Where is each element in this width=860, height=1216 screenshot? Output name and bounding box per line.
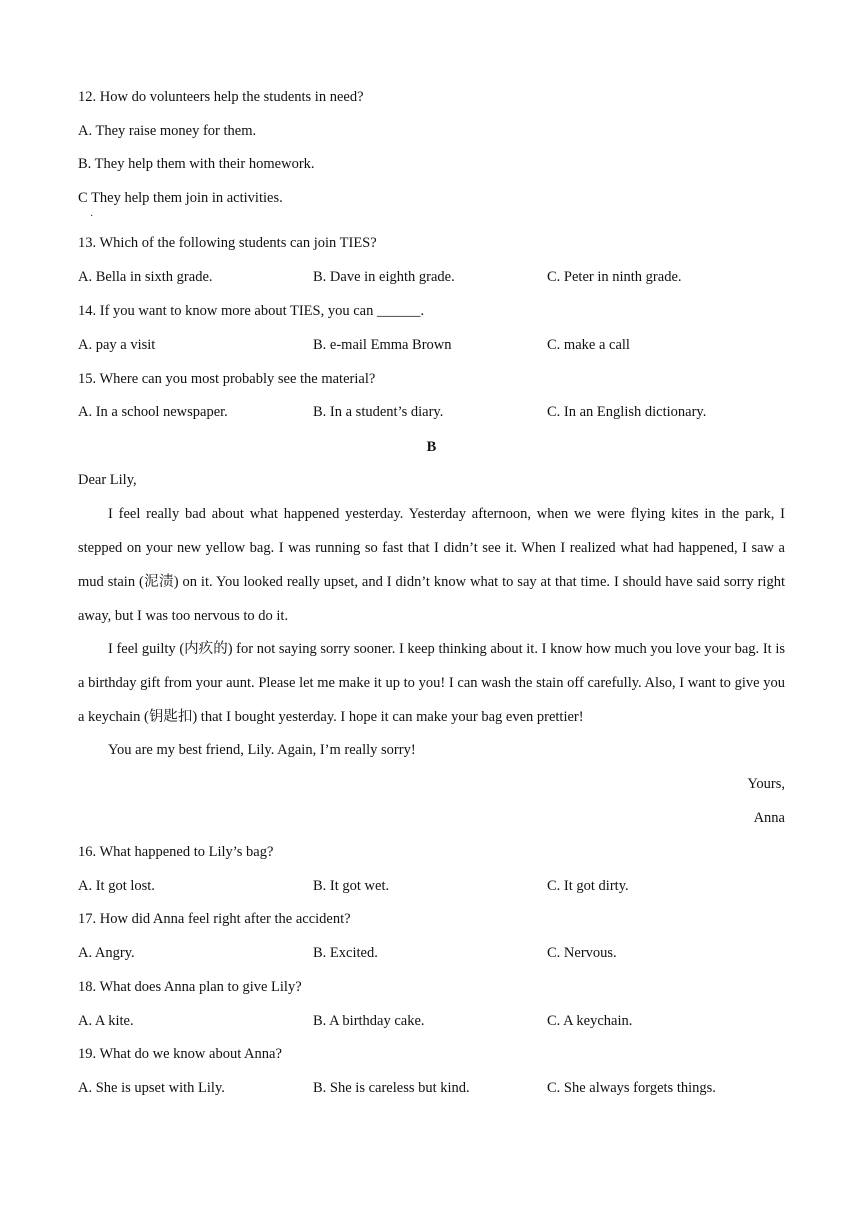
question-14-option-c: C. make a call	[547, 337, 630, 353]
question-18-option-c: C. A keychain.	[547, 1013, 633, 1029]
question-19-option-b: B. She is careless but kind.	[313, 1080, 470, 1096]
question-16-option-c: C. It got dirty.	[547, 878, 629, 894]
question-15-option-c: C. In an English dictionary.	[547, 404, 707, 420]
question-16-options	[78, 876, 785, 896]
question-12-option-c: C They help them join in activities.	[78, 190, 283, 206]
letter-greeting: Dear Lily,	[78, 472, 137, 488]
question-18-option-a: A. A kite.	[78, 1013, 134, 1029]
letter-paragraph-3: You are my best friend, Lily. Again, I’m really sorry!	[108, 742, 416, 758]
question-17-option-a: A. Angry.	[78, 945, 135, 961]
question-19-option-c: C. She always forgets things.	[547, 1080, 716, 1096]
question-12-option-b: B. They help them with their homework.	[78, 156, 315, 172]
question-15-options	[78, 402, 785, 422]
question-16-option-b: B. It got wet.	[313, 878, 390, 894]
question-17-stem: 17. How did Anna feel right after the accident?	[78, 911, 351, 927]
question-14-options	[78, 335, 785, 355]
question-15-option-b: B. In a student’s diary.	[313, 404, 444, 420]
question-13-stem: 13. Which of the following students can join TIES?	[78, 235, 377, 251]
question-16-stem: 16. What happened to Lily’s bag?	[78, 844, 274, 860]
letter-paragraph-1: I feel really bad about what happened yesterday. Yesterday afternoon, when we were flying kites in the park, I stepped on your new yellow bag. I was running so fast that I didn’t see it. When I realized what had happened, I saw a mud stain (泥渍) on it. You looked really upset, and I didn’t know what to say at that time. I should have said sorry right away, but I was too nervous to do it.	[78, 506, 785, 624]
question-17-option-b: B. Excited.	[313, 945, 378, 961]
letter-paragraph-2: I feel guilty (内疚的) for not saying sorry sooner. I keep thinking about it. I know how much you love your bag. It is a birthday gift from your aunt. Please let me make it up to you! I can wash the stain off carefully. Also, I want to give you a keychain (钥匙扣) that I bought yesterday. I hope it can make your bag even prettier!	[78, 641, 785, 725]
question-18-stem: 18. What does Anna plan to give Lily?	[78, 979, 302, 995]
question-18-option-b: B. A birthday cake.	[313, 1013, 425, 1029]
question-12-option-a: A. They raise money for them.	[78, 123, 257, 139]
question-12-stem: 12. How do volunteers help the students in need?	[78, 89, 364, 105]
question-19-options	[78, 1078, 785, 1098]
question-14-option-a: A. pay a visit	[78, 337, 156, 353]
section-b-title: B	[426, 439, 437, 455]
question-15-option-a: A. In a school newspaper.	[78, 404, 228, 420]
question-13-option-b: B. Dave in eighth grade.	[313, 269, 455, 285]
question-14-option-b: B. e-mail Emma Brown	[313, 337, 452, 353]
stray-dot-mark: ·	[90, 211, 94, 222]
question-19-option-a: A. She is upset with Lily.	[78, 1080, 225, 1096]
question-13-option-a: A. Bella in sixth grade.	[78, 269, 213, 285]
question-14-stem: 14. If you want to know more about TIES, you can ______.	[78, 303, 425, 319]
question-15-stem: 15. Where can you most probably see the material?	[78, 371, 376, 387]
question-19-stem: 19. What do we know about Anna?	[78, 1046, 282, 1062]
letter-closing: Yours,	[747, 776, 785, 792]
question-18-options	[78, 1011, 785, 1031]
question-13-options	[78, 267, 785, 287]
letter-signature: Anna	[753, 810, 785, 826]
question-17-option-c: C. Nervous.	[547, 945, 617, 961]
question-13-option-c: C. Peter in ninth grade.	[547, 269, 682, 285]
question-16-option-a: A. It got lost.	[78, 878, 155, 894]
question-17-options	[78, 943, 785, 963]
